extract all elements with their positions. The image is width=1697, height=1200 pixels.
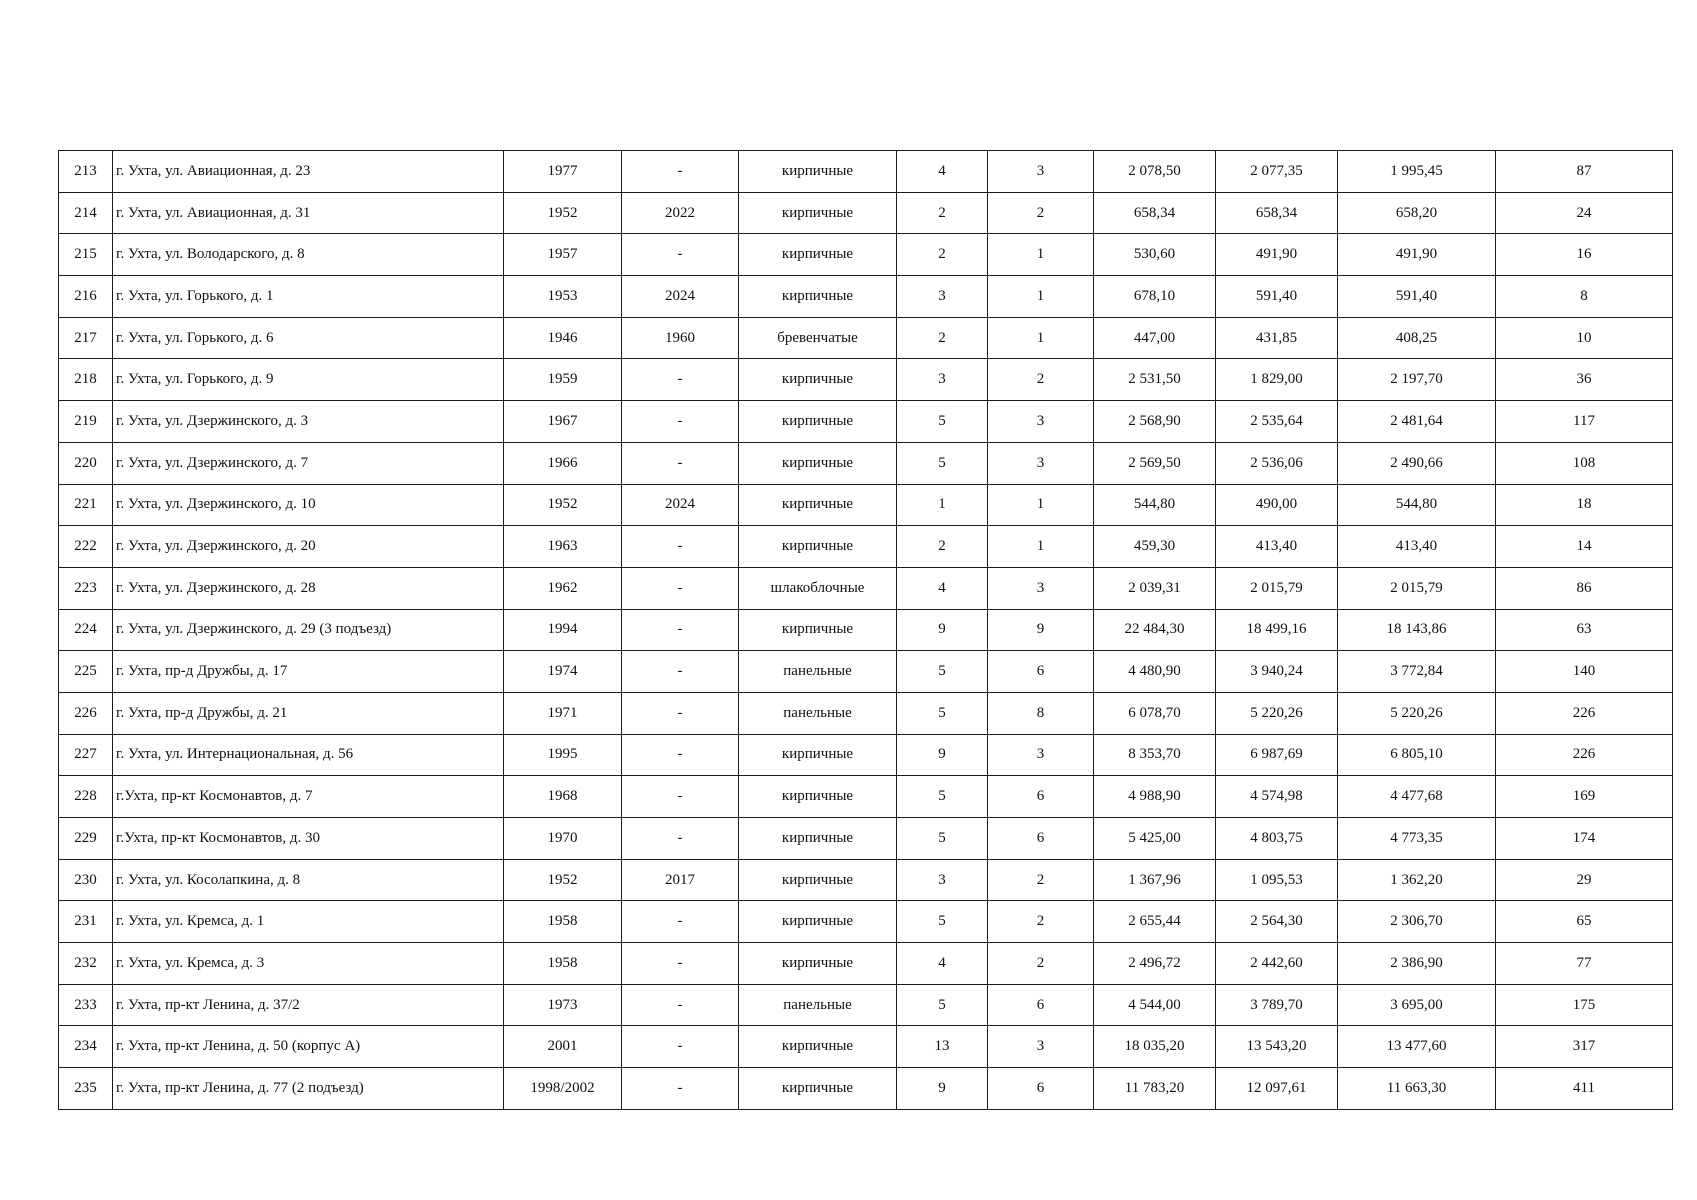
cell-area-total: 2 531,50: [1094, 359, 1216, 401]
cell-wall-material: кирпичные: [739, 442, 897, 484]
cell-area-total: 22 484,30: [1094, 609, 1216, 651]
cell-residents: 174: [1496, 818, 1673, 860]
cell-year-built: 1974: [504, 651, 622, 693]
cell-area-rooms: 544,80: [1338, 484, 1496, 526]
cell-residents: 8: [1496, 276, 1673, 318]
cell-row-number: 220: [59, 442, 113, 484]
table-row: [59, 276, 1673, 318]
cell-year-repair: -: [622, 359, 739, 401]
cell-area-rooms: 1 995,45: [1338, 151, 1496, 193]
cell-area-living: 3 940,24: [1216, 651, 1338, 693]
cell-area-living: 1 095,53: [1216, 859, 1338, 901]
cell-row-number: 231: [59, 901, 113, 943]
cell-year-built: 1957: [504, 234, 622, 276]
cell-residents: 175: [1496, 984, 1673, 1026]
cell-row-number: 226: [59, 692, 113, 734]
cell-year-repair: 2024: [622, 484, 739, 526]
cell-year-built: 1953: [504, 276, 622, 318]
cell-wall-material: кирпичные: [739, 943, 897, 985]
cell-floors: 1: [897, 484, 988, 526]
table-row: [59, 567, 1673, 609]
cell-residents: 317: [1496, 1026, 1673, 1068]
cell-entrances: 3: [988, 401, 1094, 443]
cell-area-rooms: 6 805,10: [1338, 734, 1496, 776]
housing-registry-table: [58, 150, 1673, 1110]
cell-floors: 2: [897, 192, 988, 234]
cell-row-number: 235: [59, 1068, 113, 1110]
cell-area-total: 658,34: [1094, 192, 1216, 234]
table-row: [59, 1068, 1673, 1110]
cell-residents: 63: [1496, 609, 1673, 651]
cell-floors: 9: [897, 609, 988, 651]
cell-row-number: 233: [59, 984, 113, 1026]
cell-residents: 87: [1496, 151, 1673, 193]
cell-area-rooms: 3 772,84: [1338, 651, 1496, 693]
cell-address: г. Ухта, пр-кт Ленина, д. 50 (корпус А): [113, 1026, 504, 1068]
cell-area-total: 459,30: [1094, 526, 1216, 568]
cell-area-rooms: 408,25: [1338, 317, 1496, 359]
cell-year-repair: -: [622, 901, 739, 943]
cell-year-built: 1973: [504, 984, 622, 1026]
cell-entrances: 6: [988, 984, 1094, 1026]
cell-year-repair: 2024: [622, 276, 739, 318]
cell-area-living: 5 220,26: [1216, 692, 1338, 734]
cell-wall-material: панельные: [739, 651, 897, 693]
cell-area-rooms: 658,20: [1338, 192, 1496, 234]
cell-area-total: 2 496,72: [1094, 943, 1216, 985]
cell-row-number: 229: [59, 818, 113, 860]
table-row: [59, 526, 1673, 568]
cell-row-number: 228: [59, 776, 113, 818]
cell-area-total: 2 078,50: [1094, 151, 1216, 193]
cell-year-repair: -: [622, 651, 739, 693]
cell-wall-material: кирпичные: [739, 1026, 897, 1068]
cell-area-total: 4 988,90: [1094, 776, 1216, 818]
cell-address: г. Ухта, ул. Кремса, д. 1: [113, 901, 504, 943]
cell-address: г. Ухта, ул. Горького, д. 9: [113, 359, 504, 401]
cell-residents: 29: [1496, 859, 1673, 901]
cell-residents: 226: [1496, 692, 1673, 734]
cell-wall-material: кирпичные: [739, 1068, 897, 1110]
cell-wall-material: кирпичные: [739, 859, 897, 901]
table-row: [59, 859, 1673, 901]
cell-floors: 5: [897, 401, 988, 443]
cell-residents: 77: [1496, 943, 1673, 985]
cell-address: г. Ухта, пр-кт Ленина, д. 37/2: [113, 984, 504, 1026]
cell-area-living: 431,85: [1216, 317, 1338, 359]
cell-floors: 5: [897, 692, 988, 734]
cell-year-built: 1998/2002: [504, 1068, 622, 1110]
cell-address: г. Ухта, пр-д Дружбы, д. 21: [113, 692, 504, 734]
cell-floors: 3: [897, 276, 988, 318]
cell-area-total: 2 568,90: [1094, 401, 1216, 443]
cell-wall-material: бревенчатые: [739, 317, 897, 359]
cell-area-living: 6 987,69: [1216, 734, 1338, 776]
table-row: [59, 317, 1673, 359]
cell-area-total: 8 353,70: [1094, 734, 1216, 776]
cell-entrances: 1: [988, 317, 1094, 359]
cell-entrances: 2: [988, 943, 1094, 985]
cell-entrances: 1: [988, 484, 1094, 526]
cell-address: г. Ухта, пр-д Дружбы, д. 17: [113, 651, 504, 693]
cell-area-living: 2 077,35: [1216, 151, 1338, 193]
cell-address: г. Ухта, ул. Косолапкина, д. 8: [113, 859, 504, 901]
cell-year-built: 1952: [504, 484, 622, 526]
cell-area-living: 4 803,75: [1216, 818, 1338, 860]
cell-wall-material: кирпичные: [739, 234, 897, 276]
cell-address: г. Ухта, ул. Дзержинского, д. 10: [113, 484, 504, 526]
cell-residents: 16: [1496, 234, 1673, 276]
table-row: [59, 818, 1673, 860]
cell-floors: 2: [897, 317, 988, 359]
cell-area-rooms: 5 220,26: [1338, 692, 1496, 734]
cell-row-number: 234: [59, 1026, 113, 1068]
cell-area-total: 678,10: [1094, 276, 1216, 318]
cell-address: г. Ухта, ул. Дзержинского, д. 28: [113, 567, 504, 609]
cell-entrances: 6: [988, 1068, 1094, 1110]
cell-area-living: 13 543,20: [1216, 1026, 1338, 1068]
cell-area-total: 530,60: [1094, 234, 1216, 276]
cell-entrances: 6: [988, 776, 1094, 818]
cell-floors: 2: [897, 526, 988, 568]
cell-row-number: 219: [59, 401, 113, 443]
cell-entrances: 6: [988, 651, 1094, 693]
cell-address: г. Ухта, ул. Кремса, д. 3: [113, 943, 504, 985]
table-row: [59, 442, 1673, 484]
cell-entrances: 1: [988, 234, 1094, 276]
cell-year-repair: -: [622, 984, 739, 1026]
table-row: [59, 192, 1673, 234]
table-row: [59, 1026, 1673, 1068]
cell-area-living: 490,00: [1216, 484, 1338, 526]
cell-area-total: 1 367,96: [1094, 859, 1216, 901]
cell-wall-material: кирпичные: [739, 192, 897, 234]
cell-wall-material: кирпичные: [739, 359, 897, 401]
cell-address: г.Ухта, пр-кт Космонавтов, д. 30: [113, 818, 504, 860]
cell-row-number: 225: [59, 651, 113, 693]
cell-row-number: 230: [59, 859, 113, 901]
cell-residents: 86: [1496, 567, 1673, 609]
cell-floors: 4: [897, 151, 988, 193]
cell-wall-material: кирпичные: [739, 484, 897, 526]
cell-address: г. Ухта, ул. Дзержинского, д. 20: [113, 526, 504, 568]
cell-row-number: 227: [59, 734, 113, 776]
cell-area-living: 18 499,16: [1216, 609, 1338, 651]
cell-area-total: 18 035,20: [1094, 1026, 1216, 1068]
cell-area-rooms: 2 490,66: [1338, 442, 1496, 484]
cell-year-built: 1977: [504, 151, 622, 193]
cell-wall-material: кирпичные: [739, 818, 897, 860]
cell-area-total: 6 078,70: [1094, 692, 1216, 734]
cell-address: г. Ухта, пр-кт Ленина, д. 77 (2 подъезд): [113, 1068, 504, 1110]
cell-area-rooms: 18 143,86: [1338, 609, 1496, 651]
cell-floors: 3: [897, 359, 988, 401]
cell-year-built: 1967: [504, 401, 622, 443]
cell-entrances: 2: [988, 359, 1094, 401]
cell-area-total: 2 569,50: [1094, 442, 1216, 484]
cell-year-repair: -: [622, 234, 739, 276]
cell-area-rooms: 1 362,20: [1338, 859, 1496, 901]
cell-residents: 10: [1496, 317, 1673, 359]
cell-wall-material: кирпичные: [739, 401, 897, 443]
cell-year-repair: 2017: [622, 859, 739, 901]
cell-floors: 5: [897, 442, 988, 484]
cell-wall-material: кирпичные: [739, 151, 897, 193]
cell-address: г. Ухта, ул. Дзержинского, д. 7: [113, 442, 504, 484]
cell-row-number: 224: [59, 609, 113, 651]
table-row: [59, 901, 1673, 943]
cell-address: г. Ухта, ул. Горького, д. 1: [113, 276, 504, 318]
cell-wall-material: кирпичные: [739, 276, 897, 318]
cell-year-repair: 1960: [622, 317, 739, 359]
cell-residents: 36: [1496, 359, 1673, 401]
cell-address: г. Ухта, ул. Горького, д. 6: [113, 317, 504, 359]
cell-wall-material: панельные: [739, 984, 897, 1026]
cell-year-repair: -: [622, 567, 739, 609]
cell-area-rooms: 2 386,90: [1338, 943, 1496, 985]
cell-year-built: 1968: [504, 776, 622, 818]
cell-row-number: 222: [59, 526, 113, 568]
cell-area-rooms: 2 306,70: [1338, 901, 1496, 943]
table-row: [59, 401, 1673, 443]
cell-year-built: 1995: [504, 734, 622, 776]
cell-year-built: 1959: [504, 359, 622, 401]
cell-area-rooms: 4 773,35: [1338, 818, 1496, 860]
cell-year-repair: -: [622, 776, 739, 818]
cell-area-total: 2 655,44: [1094, 901, 1216, 943]
cell-residents: 226: [1496, 734, 1673, 776]
table-row: [59, 692, 1673, 734]
table-row: [59, 234, 1673, 276]
cell-address: г.Ухта, пр-кт Космонавтов, д. 7: [113, 776, 504, 818]
cell-row-number: 221: [59, 484, 113, 526]
table-row: [59, 484, 1673, 526]
cell-year-built: 1958: [504, 943, 622, 985]
cell-floors: 5: [897, 651, 988, 693]
cell-year-built: 1952: [504, 859, 622, 901]
cell-address: г. Ухта, ул. Интернациональная, д. 56: [113, 734, 504, 776]
cell-entrances: 3: [988, 442, 1094, 484]
cell-year-repair: -: [622, 692, 739, 734]
cell-address: г. Ухта, ул. Володарского, д. 8: [113, 234, 504, 276]
cell-area-total: 4 480,90: [1094, 651, 1216, 693]
cell-year-repair: -: [622, 1068, 739, 1110]
cell-year-repair: -: [622, 818, 739, 860]
cell-area-total: 4 544,00: [1094, 984, 1216, 1026]
cell-floors: 5: [897, 901, 988, 943]
cell-residents: 169: [1496, 776, 1673, 818]
table-body: [59, 151, 1673, 1110]
cell-address: г. Ухта, ул. Дзержинского, д. 3: [113, 401, 504, 443]
cell-area-rooms: 2 197,70: [1338, 359, 1496, 401]
cell-area-living: 591,40: [1216, 276, 1338, 318]
cell-entrances: 6: [988, 818, 1094, 860]
cell-year-repair: -: [622, 401, 739, 443]
cell-wall-material: кирпичные: [739, 734, 897, 776]
cell-year-built: 1970: [504, 818, 622, 860]
table-row: [59, 609, 1673, 651]
cell-row-number: 216: [59, 276, 113, 318]
cell-floors: 13: [897, 1026, 988, 1068]
cell-area-rooms: 2 481,64: [1338, 401, 1496, 443]
cell-area-living: 4 574,98: [1216, 776, 1338, 818]
document-page: [58, 150, 1673, 1110]
cell-address: г. Ухта, ул. Авиационная, д. 23: [113, 151, 504, 193]
cell-area-living: 12 097,61: [1216, 1068, 1338, 1110]
cell-wall-material: кирпичные: [739, 901, 897, 943]
cell-year-built: 1963: [504, 526, 622, 568]
table-row: [59, 734, 1673, 776]
cell-residents: 411: [1496, 1068, 1673, 1110]
cell-area-rooms: 491,90: [1338, 234, 1496, 276]
cell-area-total: 5 425,00: [1094, 818, 1216, 860]
cell-area-total: 447,00: [1094, 317, 1216, 359]
cell-wall-material: кирпичные: [739, 609, 897, 651]
cell-residents: 140: [1496, 651, 1673, 693]
cell-entrances: 1: [988, 276, 1094, 318]
cell-year-repair: -: [622, 943, 739, 985]
table-row: [59, 943, 1673, 985]
cell-area-living: 413,40: [1216, 526, 1338, 568]
cell-year-built: 1946: [504, 317, 622, 359]
cell-address: г. Ухта, ул. Дзержинского, д. 29 (3 подъезд): [113, 609, 504, 651]
cell-residents: 117: [1496, 401, 1673, 443]
cell-row-number: 218: [59, 359, 113, 401]
cell-floors: 5: [897, 776, 988, 818]
cell-floors: 4: [897, 567, 988, 609]
cell-wall-material: шлакоблочные: [739, 567, 897, 609]
cell-area-rooms: 3 695,00: [1338, 984, 1496, 1026]
cell-entrances: 3: [988, 151, 1094, 193]
cell-entrances: 3: [988, 734, 1094, 776]
cell-area-total: 11 783,20: [1094, 1068, 1216, 1110]
cell-entrances: 9: [988, 609, 1094, 651]
cell-entrances: 2: [988, 192, 1094, 234]
cell-area-living: 2 564,30: [1216, 901, 1338, 943]
cell-residents: 18: [1496, 484, 1673, 526]
cell-floors: 5: [897, 818, 988, 860]
cell-floors: 4: [897, 943, 988, 985]
cell-wall-material: кирпичные: [739, 776, 897, 818]
cell-residents: 14: [1496, 526, 1673, 568]
cell-wall-material: кирпичные: [739, 526, 897, 568]
cell-year-repair: 2022: [622, 192, 739, 234]
cell-year-built: 2001: [504, 1026, 622, 1068]
cell-area-rooms: 413,40: [1338, 526, 1496, 568]
cell-area-living: 2 015,79: [1216, 567, 1338, 609]
cell-area-living: 491,90: [1216, 234, 1338, 276]
cell-residents: 108: [1496, 442, 1673, 484]
cell-residents: 65: [1496, 901, 1673, 943]
cell-row-number: 223: [59, 567, 113, 609]
cell-year-repair: -: [622, 1026, 739, 1068]
cell-area-living: 2 442,60: [1216, 943, 1338, 985]
cell-area-rooms: 13 477,60: [1338, 1026, 1496, 1068]
cell-row-number: 214: [59, 192, 113, 234]
cell-wall-material: панельные: [739, 692, 897, 734]
cell-year-built: 1952: [504, 192, 622, 234]
cell-year-built: 1966: [504, 442, 622, 484]
cell-entrances: 3: [988, 1026, 1094, 1068]
table-row: [59, 359, 1673, 401]
cell-floors: 9: [897, 734, 988, 776]
cell-year-repair: -: [622, 442, 739, 484]
cell-entrances: 2: [988, 859, 1094, 901]
cell-row-number: 232: [59, 943, 113, 985]
cell-entrances: 8: [988, 692, 1094, 734]
cell-area-total: 544,80: [1094, 484, 1216, 526]
cell-year-repair: -: [622, 734, 739, 776]
table-row: [59, 651, 1673, 693]
cell-year-built: 1971: [504, 692, 622, 734]
cell-row-number: 217: [59, 317, 113, 359]
cell-floors: 5: [897, 984, 988, 1026]
cell-area-rooms: 11 663,30: [1338, 1068, 1496, 1110]
cell-year-built: 1958: [504, 901, 622, 943]
cell-area-living: 2 535,64: [1216, 401, 1338, 443]
cell-row-number: 215: [59, 234, 113, 276]
cell-entrances: 2: [988, 901, 1094, 943]
cell-row-number: 213: [59, 151, 113, 193]
table-row: [59, 776, 1673, 818]
cell-address: г. Ухта, ул. Авиационная, д. 31: [113, 192, 504, 234]
cell-residents: 24: [1496, 192, 1673, 234]
cell-area-living: 3 789,70: [1216, 984, 1338, 1026]
cell-floors: 2: [897, 234, 988, 276]
cell-year-repair: -: [622, 609, 739, 651]
cell-entrances: 3: [988, 567, 1094, 609]
cell-entrances: 1: [988, 526, 1094, 568]
cell-area-rooms: 4 477,68: [1338, 776, 1496, 818]
cell-floors: 3: [897, 859, 988, 901]
table-row: [59, 984, 1673, 1026]
cell-year-repair: -: [622, 151, 739, 193]
cell-floors: 9: [897, 1068, 988, 1110]
cell-year-repair: -: [622, 526, 739, 568]
cell-area-living: 1 829,00: [1216, 359, 1338, 401]
cell-area-living: 2 536,06: [1216, 442, 1338, 484]
cell-year-built: 1962: [504, 567, 622, 609]
cell-year-built: 1994: [504, 609, 622, 651]
table-row: [59, 151, 1673, 193]
cell-area-living: 658,34: [1216, 192, 1338, 234]
cell-area-rooms: 2 015,79: [1338, 567, 1496, 609]
cell-area-total: 2 039,31: [1094, 567, 1216, 609]
cell-area-rooms: 591,40: [1338, 276, 1496, 318]
